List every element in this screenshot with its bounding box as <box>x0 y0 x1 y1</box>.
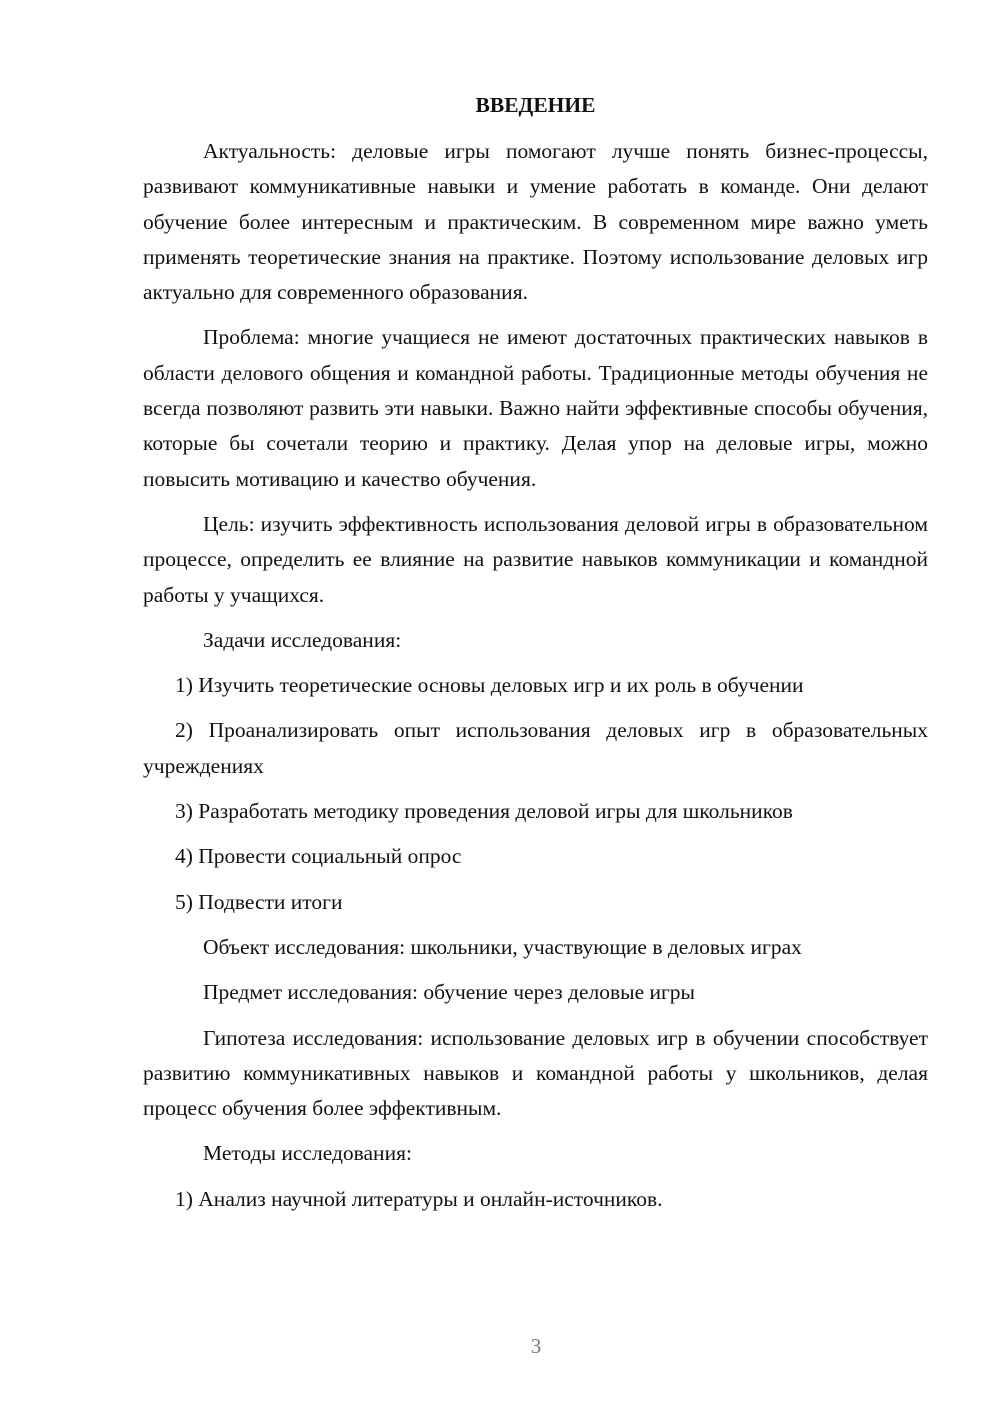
task-item-4: 4) Провести социальный опрос <box>175 844 462 869</box>
methods-heading: Методы исследования: <box>203 1141 412 1166</box>
task-item-5: 5) Подвести итоги <box>175 889 343 914</box>
page-number: 3 <box>530 1334 542 1358</box>
task-item-3: 3) Разработать методику проведения деловой игры для школьников <box>175 799 793 824</box>
hypothesis-paragraph: Гипотеза исследования: использование деловых игр в обучении способствует развитию коммуникативных навыков и командной работы у школьников, делая процесс обучения более эффективным. <box>143 1025 928 1121</box>
goal-paragraph: Цель: изучить эффективность использования деловой игры в образовательном процессе, определить ее влияние на развитие навыков коммуникации и командной работы у учащихся. <box>143 511 928 607</box>
problem-paragraph: Проблема: многие учащиеся не имеют достаточных практических навыков в области делового общения и командной работы. Традиционные методы обучения не всегда позволяют развить эти навыки. Важно найти эффективные способы обучения, которые бы сочетали теорию и практику. Делая упор на деловые игры, можно повысить мотивацию и качество обучения. <box>143 325 928 491</box>
method-item-1: 1) Анализ научной литературы и онлайн-источников. <box>175 1186 663 1211</box>
task-item-2: 2) Проанализировать опыт использования деловых игр в образовательных учреждениях <box>143 718 928 778</box>
relevance-paragraph: Актуальность: деловые игры помогают лучше понять бизнес-процессы, развивают коммуникативные навыки и умение работать в команде. Они делают обучение более интересным и практическим. В современном мире важно уметь применять теоретические знания на практике. Поэтому использование деловых игр актуально для современного образования. <box>143 139 928 305</box>
research-subject: Предмет исследования: обучение через деловые игры <box>203 980 696 1005</box>
document-page <box>143 88 928 1227</box>
task-item-1: 1) Изучить теоретические основы деловых игр и их роль в обучении <box>175 673 804 698</box>
research-object: Объект исследования: школьники, участвующие в деловых играх <box>203 934 802 959</box>
page-title: ВВЕДЕНИЕ <box>475 93 596 117</box>
tasks-heading: Задачи исследования: <box>203 627 402 652</box>
